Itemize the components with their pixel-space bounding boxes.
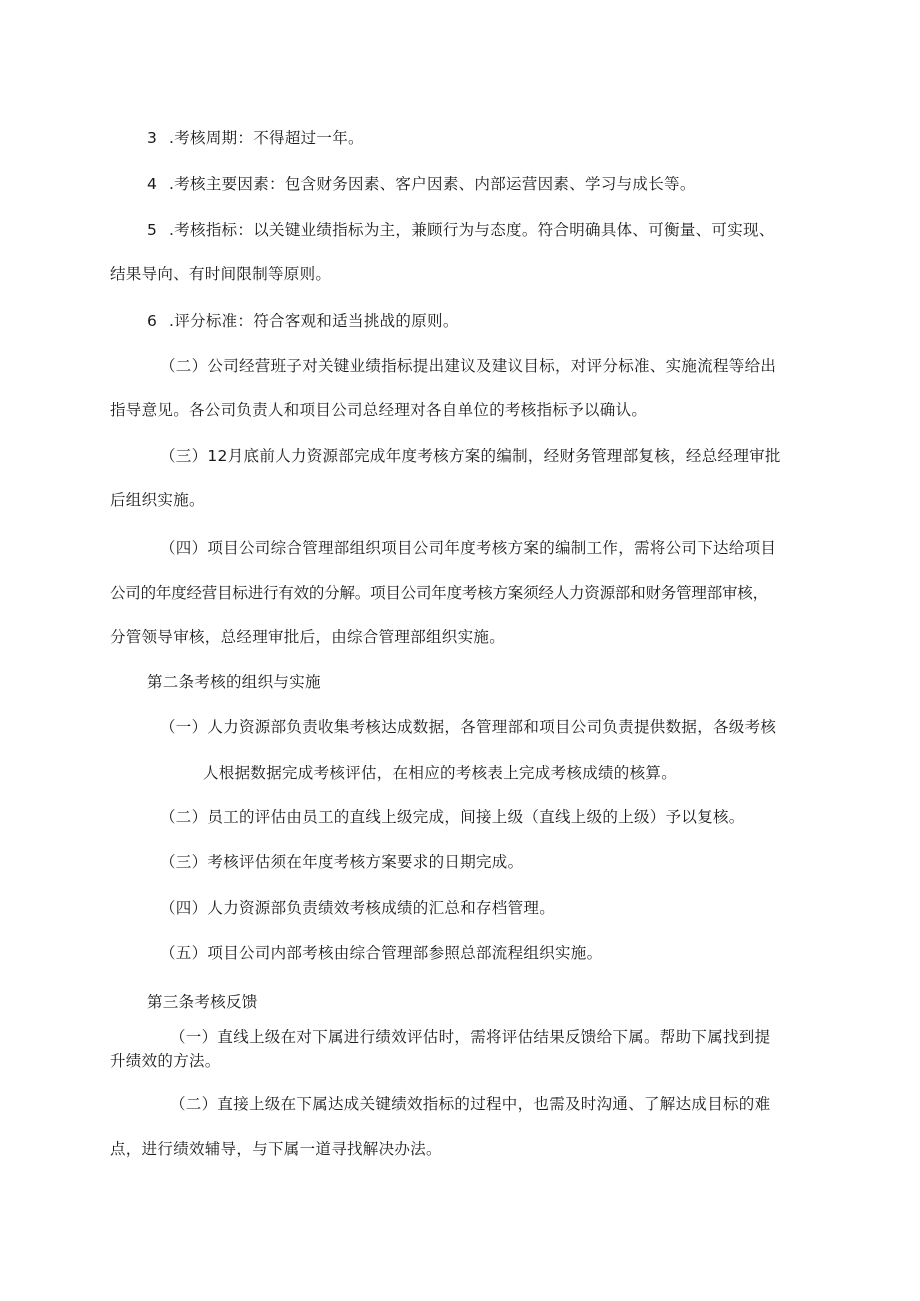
- para-2-line-2: 指导意见。各公司负责人和项目公司总经理对各自单位的考核指标予以确认。: [110, 401, 648, 419]
- item-number: 4: [147, 175, 158, 193]
- article-2-p1-line-1: （一）人力资源部负责收集考核达成数据，各管理部和项目公司负责提供数据，各级考核: [160, 718, 777, 736]
- article-2-p1-line-2: 人根据数据完成考核评估，在相应的考核表上完成考核成绩的核算。: [203, 764, 678, 782]
- item-number: 6: [147, 312, 158, 330]
- article-2-p3: （三）考核评估须在年度考核方案要求的日期完成。: [160, 853, 524, 871]
- article-3-p1-line-1: （一）直线上级在对下属进行绩效评估时，需将评估结果反馈给下属。帮助下属找到提: [170, 1028, 771, 1046]
- item-number: 3: [147, 129, 158, 147]
- article-3-p1-line-2: 升绩效的方法。: [110, 1052, 221, 1070]
- article-2-p2: （二）员工的评估由员工的直线上级完成，间接上级（直线上级的上级）予以复核。: [160, 808, 745, 826]
- item-text: .评分标准：符合客观和适当挑战的原则。: [169, 312, 459, 330]
- item-text: .考核周期：不得超过一年。: [169, 129, 364, 147]
- article-2-title: 第二条考核的组织与实施: [147, 673, 321, 691]
- item-4: [147, 174, 696, 194]
- para-3-line-1: （三）12月底前人力资源部完成年度考核方案的编制，经财务管理部复核，经总经理审批: [160, 447, 781, 465]
- article-3-p2-line-1: （二）直接上级在下属达成关键绩效指标的过程中，也需及时沟通、了解达成目标的难: [170, 1095, 771, 1113]
- para-2-line-1: （二）公司经营班子对关键业绩指标提出建议及建议目标，对评分标准、实施流程等给出: [160, 357, 777, 375]
- item-5-line-2: 结果导向、有时间限制等原则。: [110, 265, 332, 283]
- article-2-p4: （四）人力资源部负责绩效考核成绩的汇总和存档管理。: [160, 899, 556, 917]
- para-4-line-3: 分管领导审核，总经理审批后，由综合管理部组织实施。: [110, 628, 506, 646]
- item-3: [147, 128, 364, 148]
- item-text: .考核主要因素：包含财务因素、客户因素、内部运营因素、学习与成长等。: [169, 175, 696, 193]
- para-4-line-2: 公司的年度经营目标进行有效的分解。项目公司年度考核方案须经人力资源部和财务管理部审核，: [110, 584, 768, 602]
- item-text: .考核指标：以关键业绩指标为主，兼顾行为与态度。符合明确具体、可衡量、可实现、: [169, 221, 775, 239]
- article-3-p2-line-2: 点，进行绩效辅导，与下属一道寻找解决办法。: [110, 1140, 442, 1158]
- article-3-title: 第三条考核反馈: [147, 993, 258, 1011]
- item-5-line-1: [147, 220, 775, 240]
- article-2-p5: （五）项目公司内部考核由综合管理部参照总部流程组织实施。: [160, 944, 603, 962]
- item-6: [147, 311, 459, 331]
- item-number: 5: [147, 221, 158, 239]
- para-3-line-2: 后组织实施。: [110, 491, 205, 509]
- para-4-line-1: （四）项目公司综合管理部组织项目公司年度考核方案的编制工作，需将公司下达给项目: [160, 539, 777, 557]
